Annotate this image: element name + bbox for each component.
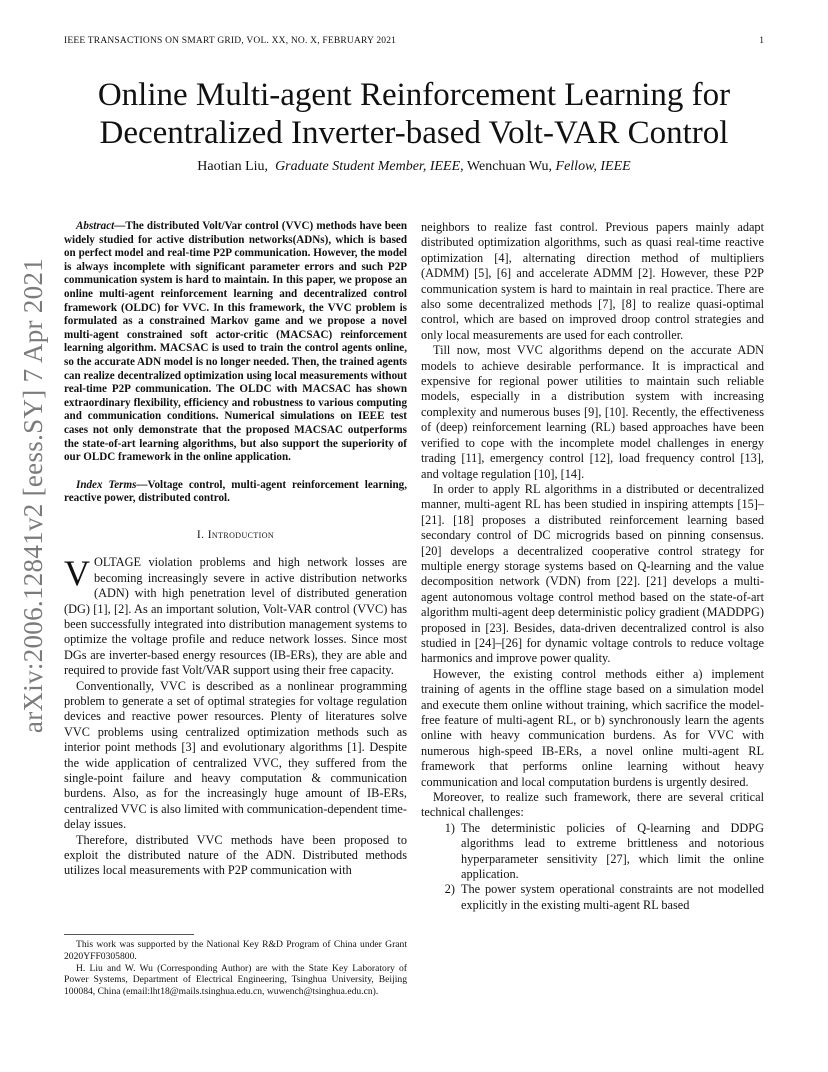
list-item [421,882,764,913]
list-item-text: The power system operational constraints are not modelled explicitly in the existing multi-agent RL based [461,882,764,912]
right-paragraph-2: Till now, most VVC algorithms depend on the accurate ADN models to achieve desirable performance. It is impractical and expensive for regional power utilities to maintain such reliable models, especially in a distribution system with increasing complexity and numerous buses [9], [10]. Recently, the effectiveness of (deep) reinforcement learning (RL) based approaches have been verified to cope with the incomplete model challenges in energy trading [11], emergency control [12], load frequency control [13], and voltage regulation [10], [14]. [421,343,764,481]
section-title: Introduction [207,528,275,541]
author-2: , Wenchuan Wu, [460,159,553,174]
journal-header: IEEE TRANSACTIONS ON SMART GRID, VOL. XX, NO. X, FEBRUARY 2021 [64,36,397,46]
footnote-affiliation: H. Liu and W. Wu (Corresponding Author) are with the State Key Laboratory of Power Systems, Department of Electrical Engineering, Tsinghua University, Beijing 100084, China (email:lht18@mails.tsinghua.edu.cn, wuwench@tsinghua.edu.cn). [64,962,407,998]
title-line-2: Decentralized Inverter-based Volt-VAR Control [99,115,729,151]
author-1-role: Graduate Student Member, IEEE [275,159,461,174]
footnote-rule [64,934,194,935]
right-paragraph-5: Moreover, to realize such framework, there are several critical technical challenges: [421,790,764,820]
list-item [421,821,764,883]
arxiv-stamp[interactable] [11,257,57,733]
abstract [64,220,407,465]
index-terms-label: Index Terms [76,478,137,491]
section-heading-introduction [64,528,407,543]
right-paragraph-4: However, the existing control methods either a) implement training of agents in the offline stage based on a simulation model and execute them online without training, which sacrifice the model-free feature of multi-agent RL, or b) synchronously learn the agents online with heavy communication burdens. As for VVC with numerous high-speed IB-ERs, a novel online multi-agent RL framework that performs online learning without heavy communication and local computation burdens is urgently desired. [421,666,764,789]
intro-paragraph-1 [64,555,407,678]
intro-paragraph-1-text: OLTAGE violation problems and high network losses are becoming increasingly severe in active distribution networks (ADN) with high penetration level of distributed generation (DG) [1], [2]. As an important solution, Volt-VAR control (VVC) has been successfully integrated into distribution management systems to optimize the voltage profile and reduce network losses. Since most DGs are inverter-based energy resources (IB-ERs), they are able and required to provide fast Volt/VAR support using their free capacity. [64,555,407,678]
right-paragraph-3: In order to apply RL algorithms in a distributed or decentralized manner, multi-agent RL has been studied in inspiring attempts [15]–[21]. [18] proposes a distributed reinforcement learning based secondary control of DC microgrids based on pinning consensus. [20] develops a decentralized cooperative control strategy for multiple energy storage systems based on Q-learning and the value decomposition network (VDN) from [22]. [21] develops a multi-agent autonomous voltage control method based on the state-of-art algorithm multi-agent deep deterministic policy gradient (MADDPG) proposed in [23]. Besides, data-driven decentralized control is also studied in [24]–[26] for dynamic voltage controls to reduce voltage harmonics and improve power quality. [421,481,764,666]
section-numeral: I. [196,528,208,541]
challenge-list [421,821,764,913]
abstract-label: Abstract [76,220,115,232]
right-column [421,220,764,913]
author-1: Haotian Liu, [197,159,269,174]
drop-cap: V [64,553,90,594]
author-line [64,159,764,175]
footnote [64,934,407,998]
title-line-1: Online Multi-agent Reinforcement Learning for [97,77,731,113]
footnote-funding: This work was supported by the National Key R&D Program of China under Grant 2020YFF0305800. [64,939,407,962]
intro-paragraph-2: Conventionally, VVC is described as a nonlinear programming problem to generate a set of optimal strategies for voltage regulation devices and reactive power resources. Plenty of literatures solve VVC problems using centralized optimization methods such as interior point methods [3] and evolutionary algorithms [1]. Despite the wide application of centralized VVC, they suffered from the single-point failure and heavy computation & communication burdens. Also, as for the increasingly huge amount of IB-ERs, centralized VVC is also limited with communication-dependent time-delay issues. [64,678,407,832]
index-terms [64,479,407,506]
right-paragraph-1: neighbors to realize fast control. Previous papers mainly adapt distributed optimization algorithms, such as quasi real-time reactive optimization [4], alternating direction method of multipliers (ADMM) [5], [6] and accelerate ADMM [2]. However, these P2P communication system is hard to maintain in real practice. There are also some decentralized methods [7], [8] to realize quasi-optimal control, which are based on improved droop control strategies and only local measurements are used for each controller. [421,220,764,342]
abstract-text: —The distributed Volt/Var control (VVC) methods have been widely studied for active distribution networks(ADNs), which is based on perfect model and real-time P2P communication. However, the model is always incomplete with significant parameter errors and such P2P communication system is hard to maintain. In this paper, we propose an online multi-agent reinforcement learning and decentralized control framework (OLDC) for VVC. In this framework, the VVC problem is formulated as a constrained Markov game and we propose a novel multi-agent constrained soft actor-critic (MACSAC) reinforcement learning algorithm. MACSAC is used to train the control agents online, so the accurate ADN model is no longer needed. Then, the trained agents can realize decentralized optimization using local measurements without real-time P2P communication. The OLDC with MACSAC has shown extraordinary flexibility, efficiency and robustness to various computing and communication conditions. Numerical simulations on IEEE test cases not only demonstrate that the proposed MACSAC outperforms the state-of-art learning algorithms, but also support the superiority of our OLDC framework in the online application. [64,220,407,464]
intro-paragraph-3: Therefore, distributed VVC methods have been proposed to exploit the distributed nature of the ADN. Distributed methods utilizes local measurements with P2P communication with [64,832,407,878]
list-item-text: The deterministic policies of Q-learning and DDPG algorithms lead to extreme brittleness and notorious hyperparameter sensitivity [27], which limit the online application. [461,820,764,882]
index-terms-text: —Voltage control, multi-agent reinforcement learning, reactive power, distributed control. [64,478,407,505]
list-item-number: 2) [444,882,455,897]
list-item-number: 1) [444,820,455,835]
page-number: 1 [759,36,764,46]
author-2-role: Fellow, IEEE [555,159,631,174]
paper-title [64,76,764,152]
arxiv-stamp-text: arXiv:2006.12841v2 [eess.SY] 7 Apr 2021 [18,257,49,733]
left-column [64,220,407,879]
